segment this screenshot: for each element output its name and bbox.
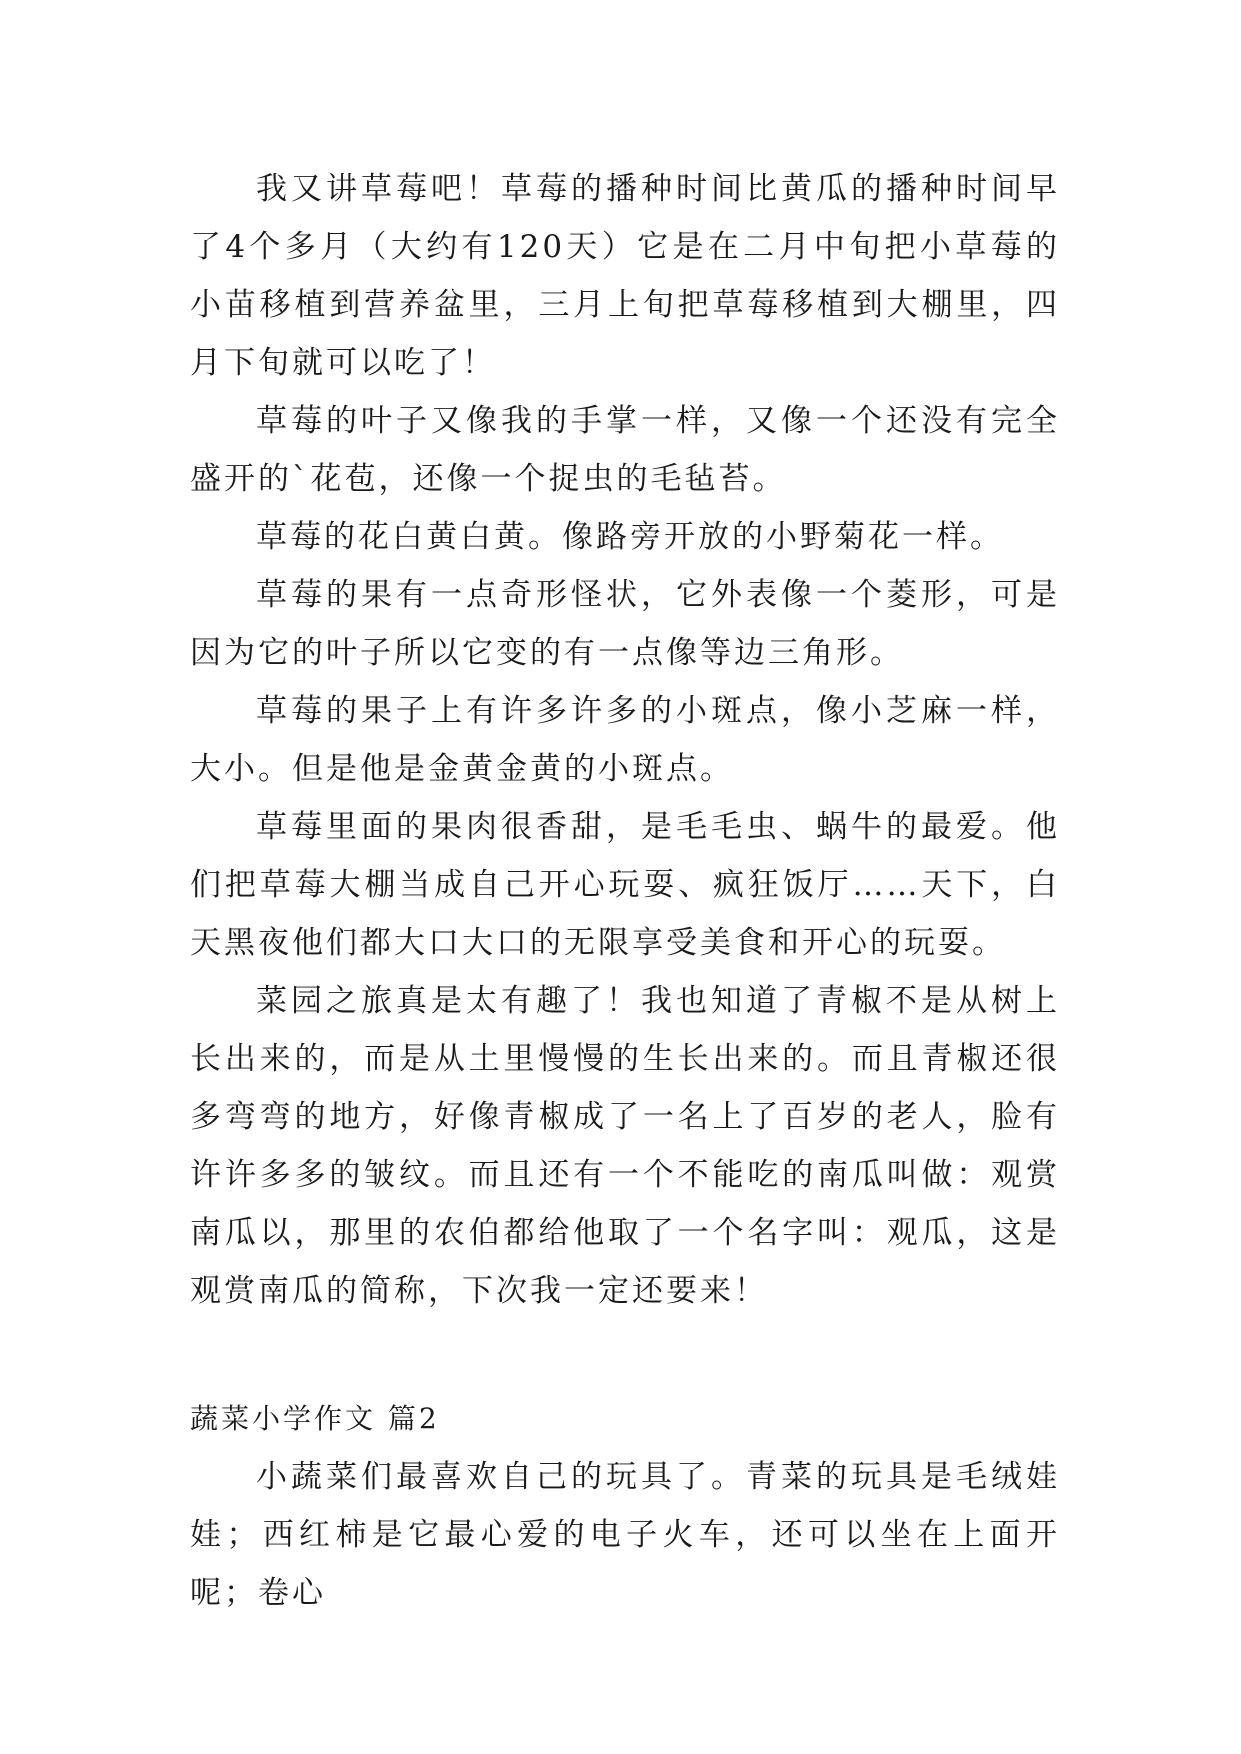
paragraph: 草莓的花白黄白黄。像路旁开放的小野菊花一样。	[256, 519, 1004, 555]
paragraph: 草莓的果有一点奇形怪状，它外表像一个菱形，可是因为它的叶子所以它变的有一点像等边三角形。	[190, 577, 1060, 671]
paragraph: 我又讲草莓吧！草莓的播种时间比黄瓜的播种时间早了4个多月（大约有120天）它是在二月中旬把小草莓的小苗移植到营养盆里，三月上旬把草莓移植到大棚里，四月下旬就可以吃了！	[190, 171, 1060, 381]
paragraph: 草莓的果子上有许多许多的小斑点，像小芝麻一样，大小。但是他是金黄金黄的小斑点。	[190, 693, 1060, 787]
paragraph: 小蔬菜们最喜欢自己的玩具了。青菜的玩具是毛绒娃娃；西红柿是它最心爱的电子火车，还可以坐在上面开呢；卷心	[190, 1459, 1060, 1611]
paragraph: 菜园之旅真是太有趣了！我也知道了青椒不是从树上长出来的，而是从土里慢慢的生长出来的。而且青椒还很多弯弯的地方，好像青椒成了一名上了百岁的老人，脸有许许多多的皱纹。而且还有一个不能吃的南瓜叫做：观赏南瓜以，那里的农伯都给他取了一个名字叫：观瓜，这是观赏南瓜的简称，下次我一定还要来！	[190, 983, 1060, 1309]
section-heading: 蔬菜小学作文 篇2	[190, 1402, 440, 1435]
paragraph: 草莓里面的果肉很香甜，是毛毛虫、蜗牛的最爱。他们把草莓大棚当成自己开心玩耍、疯狂饭厅……天下，白天黑夜他们都大口大口的无限享受美食和开心的玩耍。	[190, 809, 1060, 961]
paragraph: 草莓的叶子又像我的手掌一样，又像一个还没有完全盛开的`花苞，还像一个捉虫的毛毡苔。	[190, 403, 1060, 497]
document-body	[190, 160, 1060, 1622]
